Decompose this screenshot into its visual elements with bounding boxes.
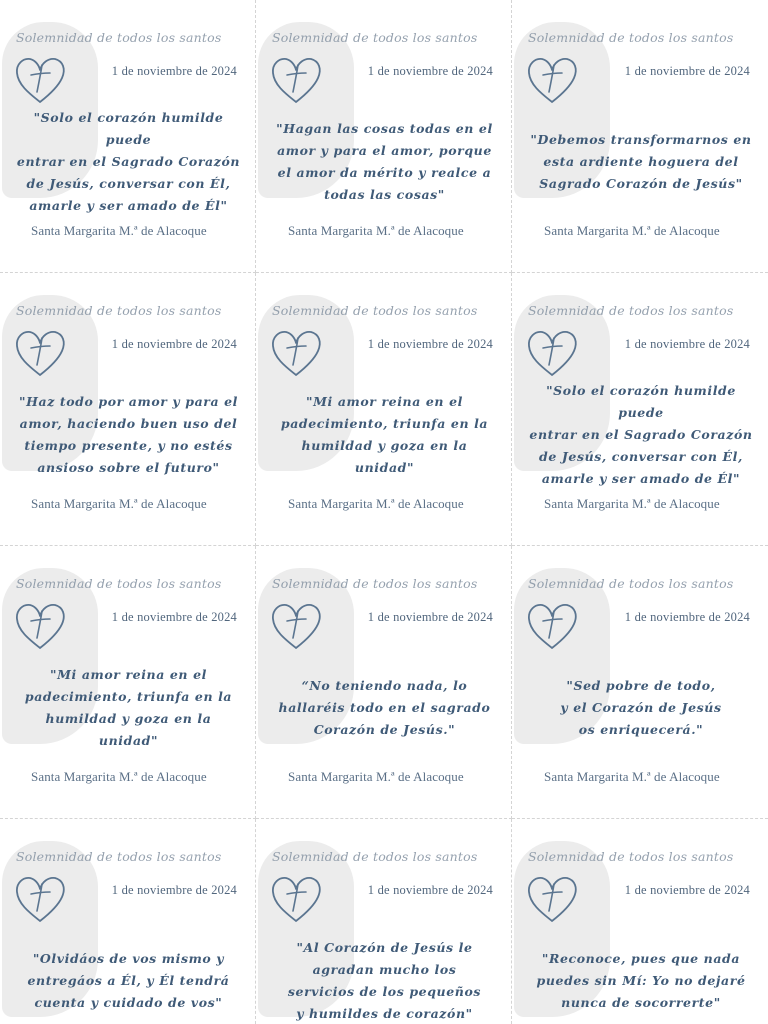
- prayer-card: [0, 819, 256, 1024]
- card-heading: Solemnidad de todos los santos: [16, 30, 222, 45]
- heart-cross-icon: [268, 598, 324, 654]
- card-author: Santa Margarita M.ª de Alacoque: [544, 769, 720, 784]
- prayer-card: [512, 273, 768, 546]
- card-date: 1 de noviembre de 2024: [111, 610, 237, 624]
- heart-cross-icon: [524, 598, 580, 654]
- prayer-card: [512, 819, 768, 1024]
- card-heading: Solemnidad de todos los santos: [16, 849, 222, 864]
- card-author: Santa Margarita M.ª de Alacoque: [544, 223, 720, 238]
- card-date: 1 de noviembre de 2024: [624, 883, 750, 897]
- card-date: 1 de noviembre de 2024: [367, 883, 493, 897]
- card-quote: “No teniendo nada, lo hallaréis todo en el sagrado Corazón de Jesús.": [278, 678, 491, 737]
- card-author: Santa Margarita M.ª de Alacoque: [288, 769, 464, 784]
- heart-cross-icon: [524, 52, 580, 108]
- card-date: 1 de noviembre de 2024: [111, 337, 237, 351]
- card-date: 1 de noviembre de 2024: [624, 64, 750, 78]
- card-quote: "Sed pobre de todo, y el Corazón de Jesús os enriquecerá.": [560, 678, 722, 737]
- heart-cross-icon: [268, 325, 324, 381]
- card-author: Santa Margarita M.ª de Alacoque: [31, 223, 207, 238]
- card-date: 1 de noviembre de 2024: [367, 337, 493, 351]
- prayer-card: [0, 0, 256, 273]
- heart-cross-icon: [12, 52, 68, 108]
- card-heading: Solemnidad de todos los santos: [528, 849, 734, 864]
- prayer-card: [0, 273, 256, 546]
- card-author: Santa Margarita M.ª de Alacoque: [31, 496, 207, 511]
- heart-cross-icon: [268, 871, 324, 927]
- card-quote: "Al Corazón de Jesús le agradan mucho los servicios de los pequeños y humildes de corazón": [287, 940, 482, 1021]
- heart-cross-icon: [524, 325, 580, 381]
- heart-cross-icon: [12, 871, 68, 927]
- card-author: Santa Margarita M.ª de Alacoque: [288, 496, 464, 511]
- card-date: 1 de noviembre de 2024: [111, 883, 237, 897]
- prayer-card: [512, 546, 768, 819]
- card-heading: Solemnidad de todos los santos: [16, 303, 222, 318]
- card-heading: Solemnidad de todos los santos: [528, 30, 734, 45]
- card-quote: "Solo el corazón humilde puede entrar en el Sagrado Corazón de Jesús, conversar con Él, amarle y ser amado de Él": [16, 110, 241, 213]
- heart-cross-icon: [12, 598, 68, 654]
- card-date: 1 de noviembre de 2024: [624, 610, 750, 624]
- card-quote: "Haz todo por amor y para el amor, haciendo buen uso del tiempo presente, y no estés ansioso sobre el futuro": [18, 394, 239, 475]
- card-author: Santa Margarita M.ª de Alacoque: [31, 769, 207, 784]
- card-heading: Solemnidad de todos los santos: [528, 576, 734, 591]
- heart-cross-icon: [12, 325, 68, 381]
- card-quote: "Mi amor reina en el padecimiento, triunfa en la humildad y goza en la unidad": [280, 394, 489, 475]
- card-date: 1 de noviembre de 2024: [111, 64, 237, 78]
- heart-cross-icon: [268, 52, 324, 108]
- card-heading: Solemnidad de todos los santos: [16, 576, 222, 591]
- card-date: 1 de noviembre de 2024: [367, 64, 493, 78]
- card-quote: "Hagan las cosas todas en el amor y para el amor, porque el amor da mérito y realce a todas las cosas": [276, 121, 493, 202]
- card-author: Santa Margarita M.ª de Alacoque: [288, 223, 464, 238]
- card-date: 1 de noviembre de 2024: [367, 610, 493, 624]
- card-heading: Solemnidad de todos los santos: [528, 303, 734, 318]
- prayer-card: [256, 546, 512, 819]
- card-quote: "Debemos transformarnos en esta ardiente hoguera del Sagrado Corazón de Jesús": [530, 132, 752, 191]
- card-heading: Solemnidad de todos los santos: [272, 576, 478, 591]
- card-heading: Solemnidad de todos los santos: [272, 303, 478, 318]
- card-quote: "Olvidáos de vos mismo y entregáos a Él, y Él tendrá cuenta y cuidado de vos": [27, 951, 230, 1010]
- prayer-card: [256, 0, 512, 273]
- prayer-card: [256, 273, 512, 546]
- card-quote: "Solo el corazón humilde puede entrar en el Sagrado Corazón de Jesús, conversar con Él, amarle y ser amado de Él": [529, 383, 753, 486]
- prayer-card: [0, 546, 256, 819]
- card-heading: Solemnidad de todos los santos: [272, 849, 478, 864]
- card-quote: "Reconoce, pues que nada puedes sin Mí: Yo no dejaré nunca de socorrerte": [536, 951, 746, 1010]
- card-date: 1 de noviembre de 2024: [624, 337, 750, 351]
- prayer-card: [512, 0, 768, 273]
- prayer-card: [256, 819, 512, 1024]
- heart-cross-icon: [524, 871, 580, 927]
- card-author: Santa Margarita M.ª de Alacoque: [544, 496, 720, 511]
- card-heading: Solemnidad de todos los santos: [272, 30, 478, 45]
- card-quote: "Mi amor reina en el padecimiento, triunfa en la humildad y goza en la unidad": [24, 667, 233, 748]
